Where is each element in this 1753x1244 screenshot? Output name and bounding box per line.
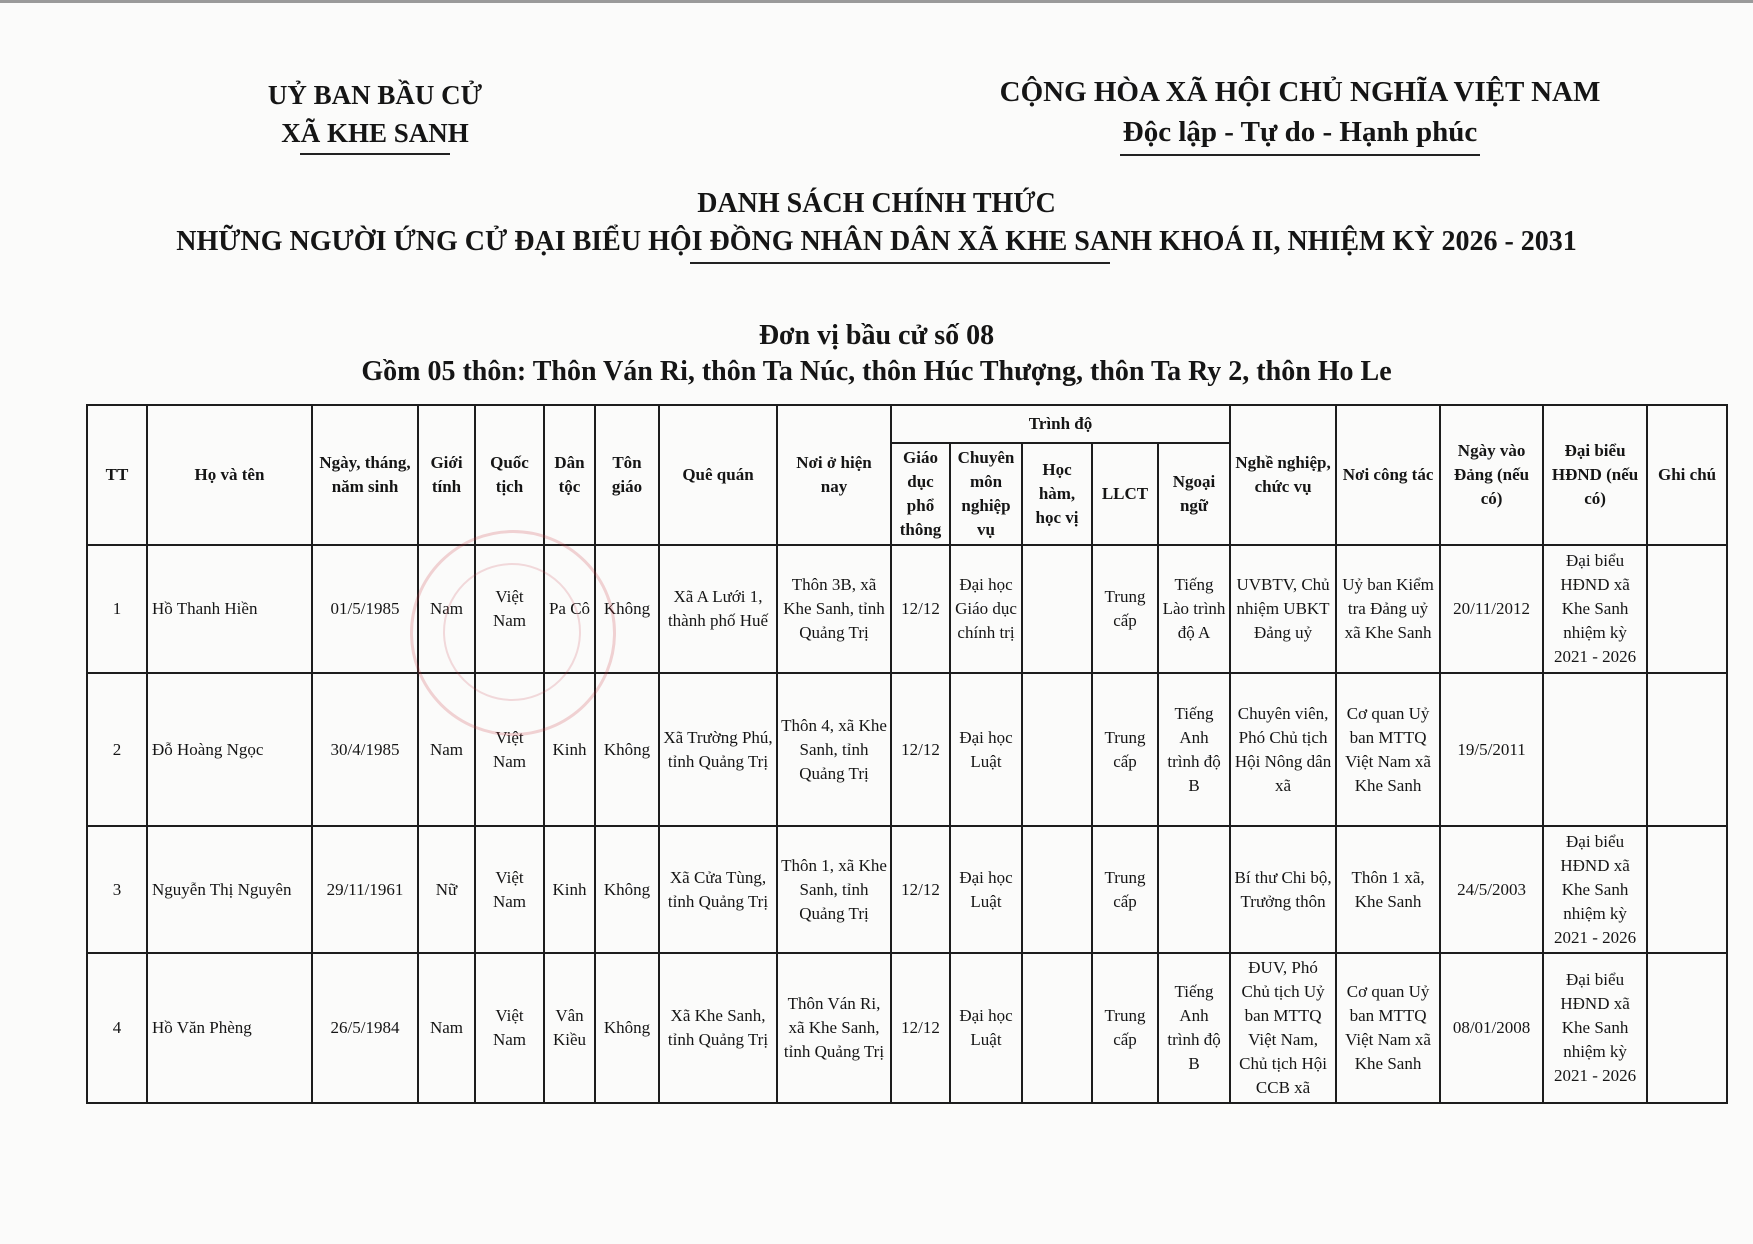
candidates-table [86,404,1728,1104]
header-name: Họ và tên [147,405,312,545]
cell-occupation: UVBTV, Chủ nhiệm UBKT Đảng uỷ [1230,545,1336,673]
cell-hometown: Xã A Lưới 1, thành phố Huế [659,545,777,673]
cell-foreign-lang: Tiếng Anh trình độ B [1158,673,1230,826]
table-row [87,673,1727,826]
cell-delegate: Đại biểu HĐND xã Khe Sanh nhiệm kỳ 2021 - 2026 [1543,826,1647,953]
cell-tt: 2 [87,673,147,826]
cell-professional: Đại học Luật [950,826,1022,953]
header-row-1 [87,405,1727,443]
national-header [980,72,1620,156]
cell-workplace: Cơ quan Uỷ ban MTTQ Việt Nam xã Khe Sanh [1336,953,1440,1103]
cell-workplace: Thôn 1 xã, Khe Sanh [1336,826,1440,953]
header-professional: Chuyên môn nghiệp vụ [950,443,1022,545]
cell-llct: Trung cấp [1092,953,1158,1103]
cell-gender: Nữ [418,826,475,953]
cell-hometown: Xã Cửa Tùng, tỉnh Quảng Trị [659,826,777,953]
document-title: DANH SÁCH CHÍNH THỨC [697,188,1056,219]
cell-tt: 1 [87,545,147,673]
cell-gender: Nam [418,673,475,826]
scan-top-edge [0,0,1753,3]
cell-general-edu: 12/12 [891,953,950,1103]
header-foreign-lang: Ngoại ngữ [1158,443,1230,545]
table-row [87,953,1727,1103]
cell-llct: Trung cấp [1092,673,1158,826]
cell-ethnicity: Kinh [544,673,595,826]
header-gender: Giới tính [418,405,475,545]
cell-nationality: Việt Nam [475,673,544,826]
cell-academic [1022,953,1092,1103]
cell-foreign-lang: Tiếng Lào trình độ A [1158,545,1230,673]
cell-tt: 4 [87,953,147,1103]
header-tt: TT [87,405,147,545]
cell-residence: Thôn Ván Ri, xã Khe Sanh, tỉnh Quảng Trị [777,953,891,1103]
cell-religion: Không [595,953,659,1103]
cell-party-date: 08/01/2008 [1440,953,1543,1103]
cell-residence: Thôn 4, xã Khe Sanh, tỉnh Quảng Trị [777,673,891,826]
cell-note [1647,826,1727,953]
cell-residence: Thôn 3B, xã Khe Sanh, tỉnh Quảng Trị [777,545,891,673]
table-row [87,545,1727,673]
issuer-line-2: XÃ KHE SANH [281,118,469,148]
cell-ethnicity: Pa Cô [544,545,595,673]
cell-hometown: Xã Khe Sanh, tỉnh Quảng Trị [659,953,777,1103]
cell-note [1647,545,1727,673]
cell-residence: Thôn 1, xã Khe Sanh, tỉnh Quảng Trị [777,826,891,953]
villages-list: Gồm 05 thôn: Thôn Ván Ri, thôn Ta Núc, thôn Húc Thượng, thôn Ta Ry 2, thôn Ho Le [361,356,1392,387]
cell-general-edu: 12/12 [891,545,950,673]
cell-gender: Nam [418,545,475,673]
cell-llct: Trung cấp [1092,826,1158,953]
cell-religion: Không [595,545,659,673]
cell-academic [1022,673,1092,826]
cell-nationality: Việt Nam [475,545,544,673]
cell-general-edu: 12/12 [891,826,950,953]
cell-foreign-lang: Tiếng Anh trình độ B [1158,953,1230,1103]
cell-party-date: 19/5/2011 [1440,673,1543,826]
cell-dob: 29/11/1961 [312,826,418,953]
document-subtitle: NHỮNG NGƯỜI ỨNG CỬ ĐẠI BIỂU HỘI ĐỒNG NHÂN DÂN XÃ KHE SANH KHOÁ II, NHIỆM KỲ 2026 - 2031 [176,226,1577,257]
cell-delegate: Đại biểu HĐND xã Khe Sanh nhiệm kỳ 2021 - 2026 [1543,545,1647,673]
cell-hometown: Xã Trường Phú, tỉnh Quảng Trị [659,673,777,826]
national-motto: Độc lập - Tự do - Hạnh phúc [1122,116,1478,148]
header-dob: Ngày, tháng, năm sinh [312,405,418,545]
cell-occupation: Chuyên viên, Phó Chủ tịch Hội Nông dân xã [1230,673,1336,826]
cell-professional: Đại học Luật [950,953,1022,1103]
header-academic: Học hàm, học vị [1022,443,1092,545]
cell-religion: Không [595,673,659,826]
cell-name: Đỗ Hoàng Ngọc [147,673,312,826]
faded-stamp [410,530,616,736]
cell-note [1647,673,1727,826]
subtitle-underline [690,262,1110,264]
header-trinh-do: Trình độ [891,405,1230,443]
cell-religion: Không [595,826,659,953]
cell-llct: Trung cấp [1092,545,1158,673]
header-hometown: Quê quán [659,405,777,545]
cell-occupation: Bí thư Chi bộ, Trưởng thôn [1230,826,1336,953]
header-ethnicity: Dân tộc [544,405,595,545]
cell-academic [1022,545,1092,673]
header-residence: Nơi ở hiện nay [777,405,891,545]
cell-ethnicity: Kinh [544,826,595,953]
cell-delegate: Đại biểu HĐND xã Khe Sanh nhiệm kỳ 2021 - 2026 [1543,953,1647,1103]
issuer-line-1: UỶ BAN BẦU CỬ [267,80,483,110]
cell-nationality: Việt Nam [475,826,544,953]
cell-professional: Đại học Giáo dục chính trị [950,545,1022,673]
cell-tt: 3 [87,826,147,953]
issuer-header [230,76,520,155]
header-party-date: Ngày vào Đảng (nếu có) [1440,405,1543,545]
issuer-underline [300,153,450,155]
cell-general-edu: 12/12 [891,673,950,826]
cell-dob: 01/5/1985 [312,545,418,673]
cell-nationality: Việt Nam [475,953,544,1103]
cell-name: Nguyễn Thị Nguyên [147,826,312,953]
cell-academic [1022,826,1092,953]
cell-foreign-lang [1158,826,1230,953]
cell-dob: 26/5/1984 [312,953,418,1103]
cell-professional: Đại học Luật [950,673,1022,826]
cell-note [1647,953,1727,1103]
cell-delegate [1543,673,1647,826]
header-nationality: Quốc tịch [475,405,544,545]
header-religion: Tôn giáo [595,405,659,545]
cell-workplace: Cơ quan Uỷ ban MTTQ Việt Nam xã Khe Sanh [1336,673,1440,826]
cell-occupation: ĐUV, Phó Chủ tịch Uỷ ban MTTQ Việt Nam, Chủ tịch Hội CCB xã [1230,953,1336,1103]
electoral-unit: Đơn vị bầu cử số 08 [758,320,995,351]
cell-workplace: Uỷ ban Kiểm tra Đảng uỷ xã Khe Sanh [1336,545,1440,673]
header-llct: LLCT [1092,443,1158,545]
cell-party-date: 20/11/2012 [1440,545,1543,673]
cell-name: Hồ Văn Phèng [147,953,312,1103]
header-note: Ghi chú [1647,405,1727,545]
cell-ethnicity: Vân Kiều [544,953,595,1103]
header-general-edu: Giáo dục phổ thông [891,443,950,545]
header-workplace: Nơi công tác [1336,405,1440,545]
national-title: CỘNG HÒA XÃ HỘI CHỦ NGHĨA VIỆT NAM [999,76,1601,108]
cell-party-date: 24/5/2003 [1440,826,1543,953]
faded-stamp-inner [443,563,581,701]
motto-underline [1120,154,1480,156]
table-row [87,826,1727,953]
header-delegate: Đại biểu HĐND (nếu có) [1543,405,1647,545]
cell-gender: Nam [418,953,475,1103]
header-occupation: Nghề nghiệp, chức vụ [1230,405,1336,545]
cell-name: Hồ Thanh Hiền [147,545,312,673]
cell-dob: 30/4/1985 [312,673,418,826]
